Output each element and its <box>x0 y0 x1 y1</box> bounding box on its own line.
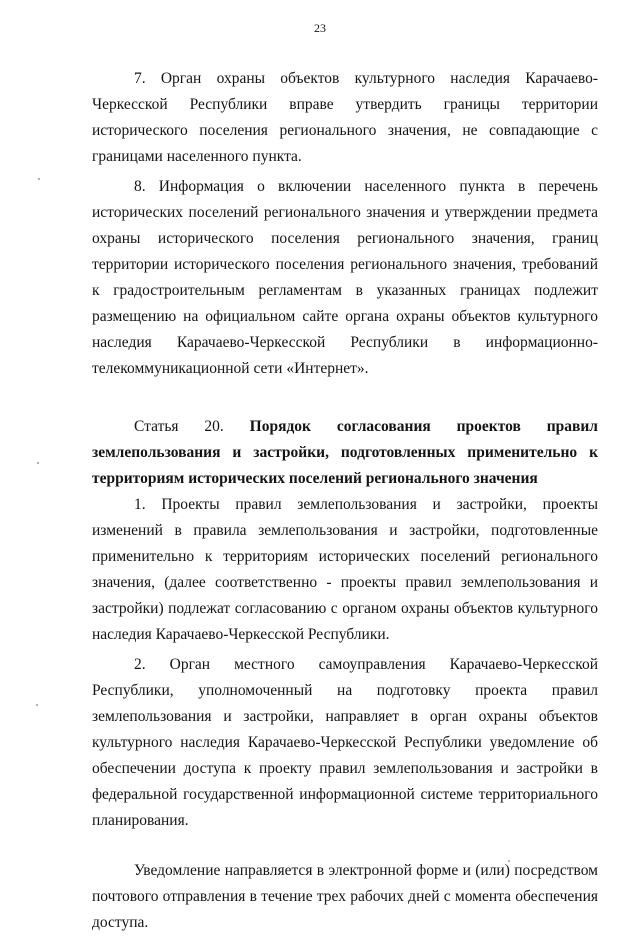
scan-speck <box>38 178 40 180</box>
article-paragraph-2: 2. Орган местного самоуправления Карачаево-Черкесской Республики, уполномоченный на подготовку проекта правил землепользования и застройки, направляет в орган охраны объектов культурного наследия Карачаево-Черкесской Республики уведомление об обеспечении доступа к проекту правил землепользования и застройки в федеральной государственной информационной системе территориального планирования. <box>92 656 598 829</box>
article-heading <box>92 414 598 492</box>
article-paragraph-notice: Уведомление направляется в электронной форме и (или) посредством почтового отправления в течение трех рабочих дней с момента обеспечения доступа. <box>92 862 598 931</box>
article-paragraph-1: 1. Проекты правил землепользования и застройки, проекты изменений в правила землепользования и застройки, подготовленные применительно к территориям исторических поселений регионального значения, (далее соответственно - проекты правил землепользования и застройки) подлежат согласованию с органом охраны объектов культурного наследия Карачаево-Черкесской Республики. <box>92 496 598 643</box>
scan-speck <box>37 462 39 464</box>
paragraph-8: 8. Информация о включении населенного пункта в перечень исторических поселений регионального значения и утверждении предмета охраны исторического поселения регионального значения, границ территории исторического поселения регионального значения, требований к градостроительным регламентам в указанных границах подлежит размещению на официальном сайте органа охраны объектов культурного наследия Карачаево-Черкесской Республики в информационно-телекоммуникационной сети «Интернет». <box>92 178 598 377</box>
article-title: Порядок согласования проектов правил землепользования и застройки, подготовленных применительно к территориям исторических поселений регионального значения <box>92 418 599 487</box>
scan-speck <box>508 860 510 862</box>
document-body <box>92 66 598 936</box>
paragraph-7: 7. Орган охраны объектов культурного наследия Карачаево-Черкесской Республики вправе утвердить границы территории исторического поселения регионального значения, не совпадающие с границами населенного пункта. <box>92 70 598 165</box>
article-label: Статья 20. <box>134 418 224 435</box>
scan-speck <box>36 704 38 706</box>
page-number: 23 <box>314 21 326 35</box>
